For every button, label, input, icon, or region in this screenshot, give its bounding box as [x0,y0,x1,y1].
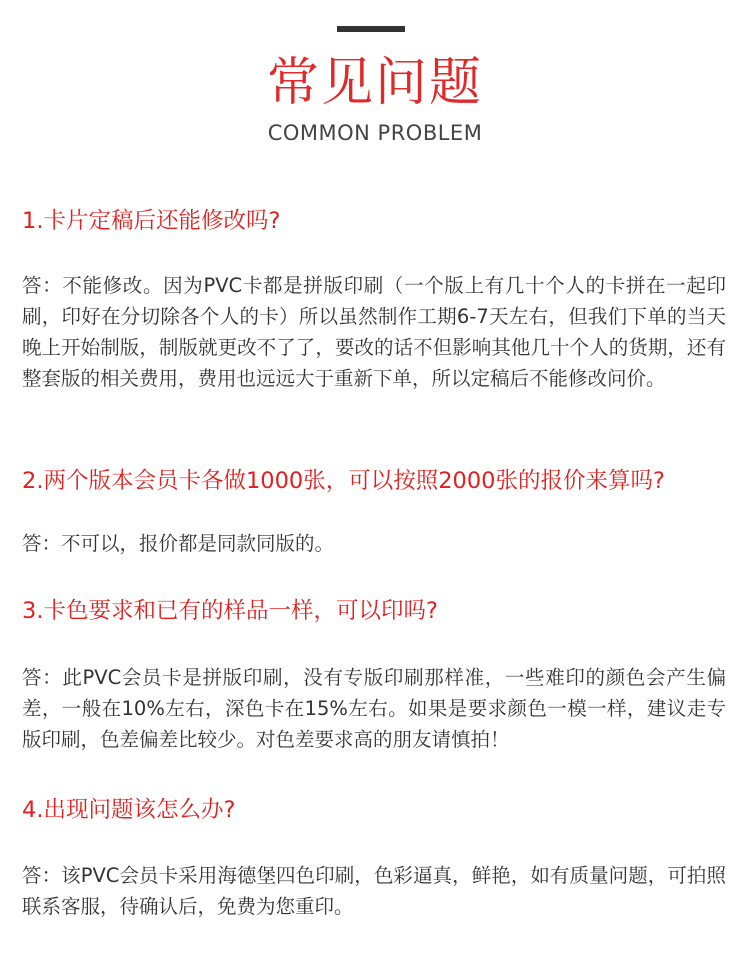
page-subtitle: COMMON PROBLEM [267,121,483,145]
faq-question-3: 3.卡色要求和已有的样品一样，可以印吗? [22,598,438,624]
faq-answer-1: 答：不能修改。因为PVC卡都是拼版印刷（一个版上有几十个人的卡拼在一起印刷，印好在分切除各个人的卡）所以虽然制作工期6-7天左右，但我们下单的当天晚上开始制版，制版就更改不了了，要改的话不但影响其他几十个人的货期，还有整套版的相关费用，费用也远远大于重新下单，所以定稿后不能修改问价。 [22,274,726,390]
faq-answer-4: 答：该PVC会员卡采用海德堡四色印刷，色彩逼真，鲜艳，如有质量问题，可拍照联系客服，待确认后，免费为您重印。 [22,864,726,918]
faq-question-4: 4.出现问题该怎么办? [22,797,236,823]
faq-question-2: 2.两个版本会员卡各做1000张，可以按照2000张的报价来算吗? [22,468,665,494]
faq-answer-3: 答：此PVC会员卡是拼版印刷，没有专版印刷那样准，一些难印的颜色会产生偏差，一般在10%左右，深色卡在15%左右。如果是要求颜色一模一样，建议走专版印刷，色差偏差比较少。对色差要求高的朋友请慎拍！ [22,666,726,751]
page-title: 常见问题 [266,53,483,113]
header-divider-bar [337,26,405,32]
faq-answer-2: 答：不可以，报价都是同款同版的。 [22,532,335,555]
faq-question-1: 1.卡片定稿后还能修改吗? [22,208,281,234]
